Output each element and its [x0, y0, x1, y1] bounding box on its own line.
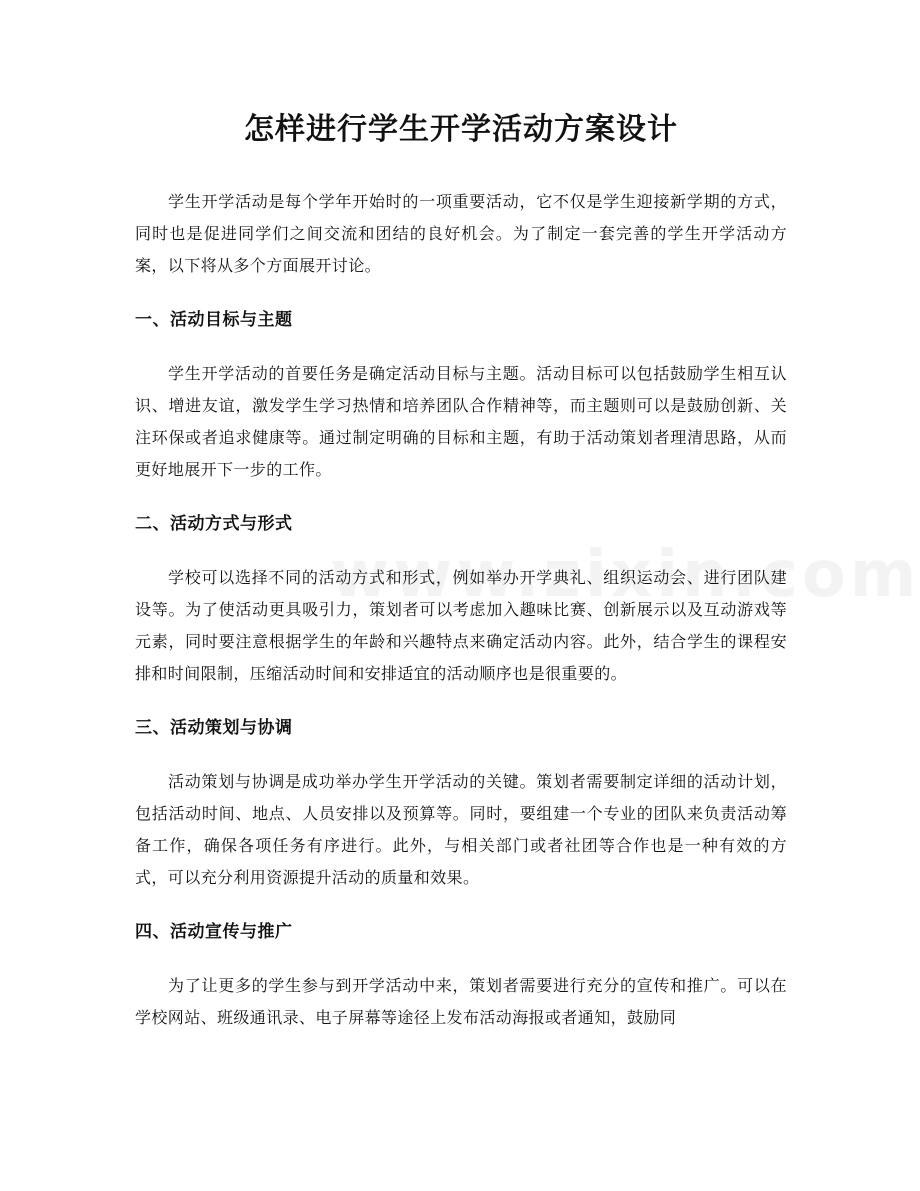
section-body-1: 学生开学活动的首要任务是确定活动目标与主题。活动目标可以包括鼓励学生相互认识、增进友谊，激发学生学习热情和培养团队合作精神等，而主题则可以是鼓励创新、关注环保或者追求健康等。通过制定明确的目标和主题，有助于活动策划者理清思路，从而更好地展开下一步的工作。	[135, 364, 787, 479]
section-heading-3: 三、活动策划与协调	[135, 718, 293, 738]
section-body-4: 为了让更多的学生参与到开学活动中来，策划者需要进行充分的宣传和推广。可以在学校网站、班级通讯录、电子屏幕等途径上发布活动海报或者通知，鼓励同	[135, 976, 787, 1027]
section-body-3: 活动策划与协调是成功举办学生开学活动的关键。策划者需要制定详细的活动计划，包括活动时间、地点、人员安排以及预算等。同时，要组建一个专业的团队来负责活动筹备工作，确保各项任务有序进行。此外，与相关部门或者社团等合作也是一种有效的方式，可以充分利用资源提升活动的质量和效果。	[135, 772, 787, 887]
document-content	[135, 108, 787, 1034]
section-heading-2: 二、活动方式与形式	[135, 514, 293, 534]
section-heading-4: 四、活动宣传与推广	[135, 922, 293, 942]
document-title: 怎样进行学生开学活动方案设计	[244, 112, 678, 147]
section-heading-1: 一、活动目标与主题	[135, 310, 293, 330]
section-body-2: 学校可以选择不同的活动方式和形式，例如举办开学典礼、组织运动会、进行团队建设等。为了使活动更具吸引力，策划者可以考虑加入趣味比赛、创新展示以及互动游戏等元素，同时要注意根据学生的年龄和兴趣特点来确定活动内容。此外，结合学生的课程安排和时间限制，压缩活动时间和安排适宜的活动顺序也是很重要的。	[135, 568, 787, 683]
intro-paragraph: 学生开学活动是每个学年开始时的一项重要活动，它不仅是学生迎接新学期的方式，同时也是促进同学们之间交流和团结的良好机会。为了制定一套完善的学生开学活动方案，以下将从多个方面展开讨论。	[135, 192, 787, 275]
